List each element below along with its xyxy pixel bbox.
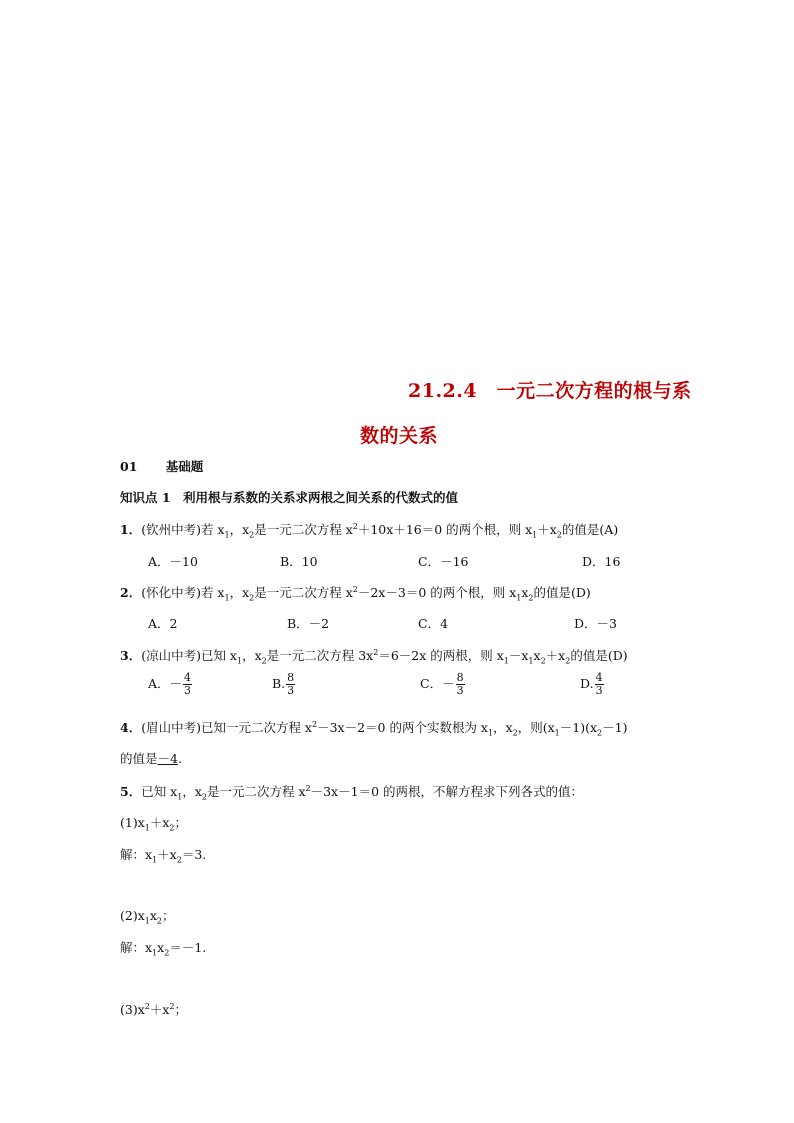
question-number: 3． [120,648,142,663]
option-b: B．10 [280,554,318,569]
sub: 1 [516,593,522,603]
part-3 [120,1000,187,1018]
q-text: 解：x [120,940,153,955]
sub: 1 [503,656,509,666]
q-text: . [177,751,182,766]
option-label: A．－ [148,676,183,691]
question-number: 4． [120,720,142,735]
option-label: B. [272,676,286,691]
option-c [420,672,466,697]
fraction [456,672,465,697]
q-text: ＋10x＋16＝0 的两个根，则 x [357,522,533,537]
solution-2 [120,938,206,958]
q-text: ＋x [537,522,557,537]
option-a [148,672,193,697]
sub: 2 [528,593,534,603]
option-c: C．－16 [418,554,469,569]
option-label: C．－ [420,676,455,691]
question-number: 5． [120,784,142,799]
section-name: 基础题 [165,459,204,474]
sub: 2 [597,728,603,738]
title-line-2: 数的关系 [360,425,439,447]
sub: 2 [512,728,518,738]
sub: 2 [249,530,255,540]
sub: 2 [201,792,207,802]
numerator: 8 [287,671,295,684]
option-b: B．－2 [287,616,330,631]
question-number: 1． [120,522,142,537]
option-d [580,672,605,697]
q-text: ＋x [157,847,177,862]
denominator: 3 [456,684,464,697]
q-text: 的值是 [120,751,158,766]
numerator: 4 [595,671,603,684]
q-text: －2x－3＝0 的两个根，则 x [357,585,517,600]
part-1 [120,813,187,833]
sub: 1 [528,656,534,666]
q-text: ，x [229,522,250,537]
q-text: 的值是(A) [561,522,619,537]
sub: 2 [169,823,175,833]
q-text: 是一元二次方程 x [254,522,353,537]
question-5 [120,782,583,802]
fraction [286,672,295,697]
knowledge-point: 知识点 1 利用根与系数的关系求两根之间关系的代数式的值 [120,490,459,505]
q-text: x [149,908,157,923]
section-number: 01 [120,459,138,474]
sub: 1 [177,792,183,802]
sub: 2 [176,855,182,865]
q-text: 的值是(D) [533,585,591,600]
q-text: (1)x [120,815,145,830]
q-text: ，x [229,585,250,600]
sub: 1 [152,948,158,958]
q-text: ＋x [149,815,170,830]
q-text: ，x [242,648,262,663]
q-text: (3)x [120,1002,145,1017]
sup: 2 [352,584,358,594]
q-text: (凉山中考)已知 x [141,648,237,663]
numerator: 4 [184,671,192,684]
option-d: D．－3 [574,616,617,631]
q-text: (2)x [120,908,145,923]
part-2 [120,906,175,926]
sup: 2 [169,1001,175,1011]
q-text: －x [508,648,529,663]
sub: 1 [554,728,560,738]
option-c: C．4 [418,616,449,631]
title-line-1: 21.2.4 一元二次方程的根与系 [408,380,692,402]
sup: 2 [305,783,311,793]
sub: 1 [236,656,243,666]
fraction [595,672,604,697]
question-4 [120,718,627,738]
denominator: 3 [287,684,295,697]
q-text: 是一元二次方程 x [206,784,306,799]
q-text: (怀化中考)若 x [141,585,225,600]
sub: 2 [249,593,255,603]
question-4-line-2 [120,749,182,767]
question-number: 2． [120,585,142,600]
sub: 2 [164,948,170,958]
q-text: －1) [602,720,628,735]
q-text: (钦州中考)若 x [141,522,225,537]
question-3 [120,646,628,666]
solution-1 [120,845,206,865]
sub: 2 [556,530,562,540]
question-2 [120,583,591,603]
option-a: A．2 [148,616,178,631]
sub: 1 [532,530,538,540]
q-text: 的值是(D) [570,648,628,663]
q-text: ＝3. [181,847,207,862]
q-text: ，则(x [517,720,555,735]
q-text: x [521,585,529,600]
q-text: －1)(x [559,720,598,735]
q-text: ，x [182,784,202,799]
sub: 1 [144,823,150,833]
option-b [272,672,296,697]
numerator: 8 [456,671,464,684]
sub: 2 [565,656,571,666]
option-label: D. [580,676,594,691]
sub: 2 [261,656,267,666]
answer-blank: －4 [157,751,178,766]
sub: 2 [156,916,163,926]
sup: 2 [352,521,358,531]
question-1 [120,520,618,540]
option-a: A．－10 [148,554,198,569]
q-text: －3x－2＝0 的两个实数根为 x [317,720,488,735]
sup: 2 [144,1001,150,1011]
q-text: ； [174,815,188,830]
q-text: x [533,648,541,663]
q-text: ＋x [545,648,566,663]
q-text: ； [174,1002,188,1017]
q-text: 是一元二次方程 3x [266,648,374,663]
q-text: 解：x [120,847,153,862]
q-text: (眉山中考)已知一元二次方程 x [141,720,312,735]
denominator: 3 [595,684,603,697]
q-text: －3x－1＝0 的两根，不解方程求下列各式的值： [310,784,583,799]
sub: 1 [224,530,230,540]
sup: 2 [311,719,318,729]
sub: 1 [144,916,150,926]
fraction [183,672,192,697]
q-text: x [157,940,165,955]
q-text: 已知 x [141,784,178,799]
sub: 1 [152,855,158,865]
q-text: ＝6－2x 的两根，则 x [378,648,504,663]
q-text: 是一元二次方程 x [254,585,353,600]
sub: 1 [224,593,230,603]
option-d: D．16 [582,554,621,569]
q-text: ，x [493,720,513,735]
sup: 2 [373,647,379,657]
q-text: ＝－1. [169,940,207,955]
sub: 1 [487,728,494,738]
section-heading [120,457,203,475]
q-text: ＋x [149,1002,170,1017]
denominator: 3 [184,684,192,697]
q-text: ； [162,908,175,923]
sub: 2 [540,656,546,666]
